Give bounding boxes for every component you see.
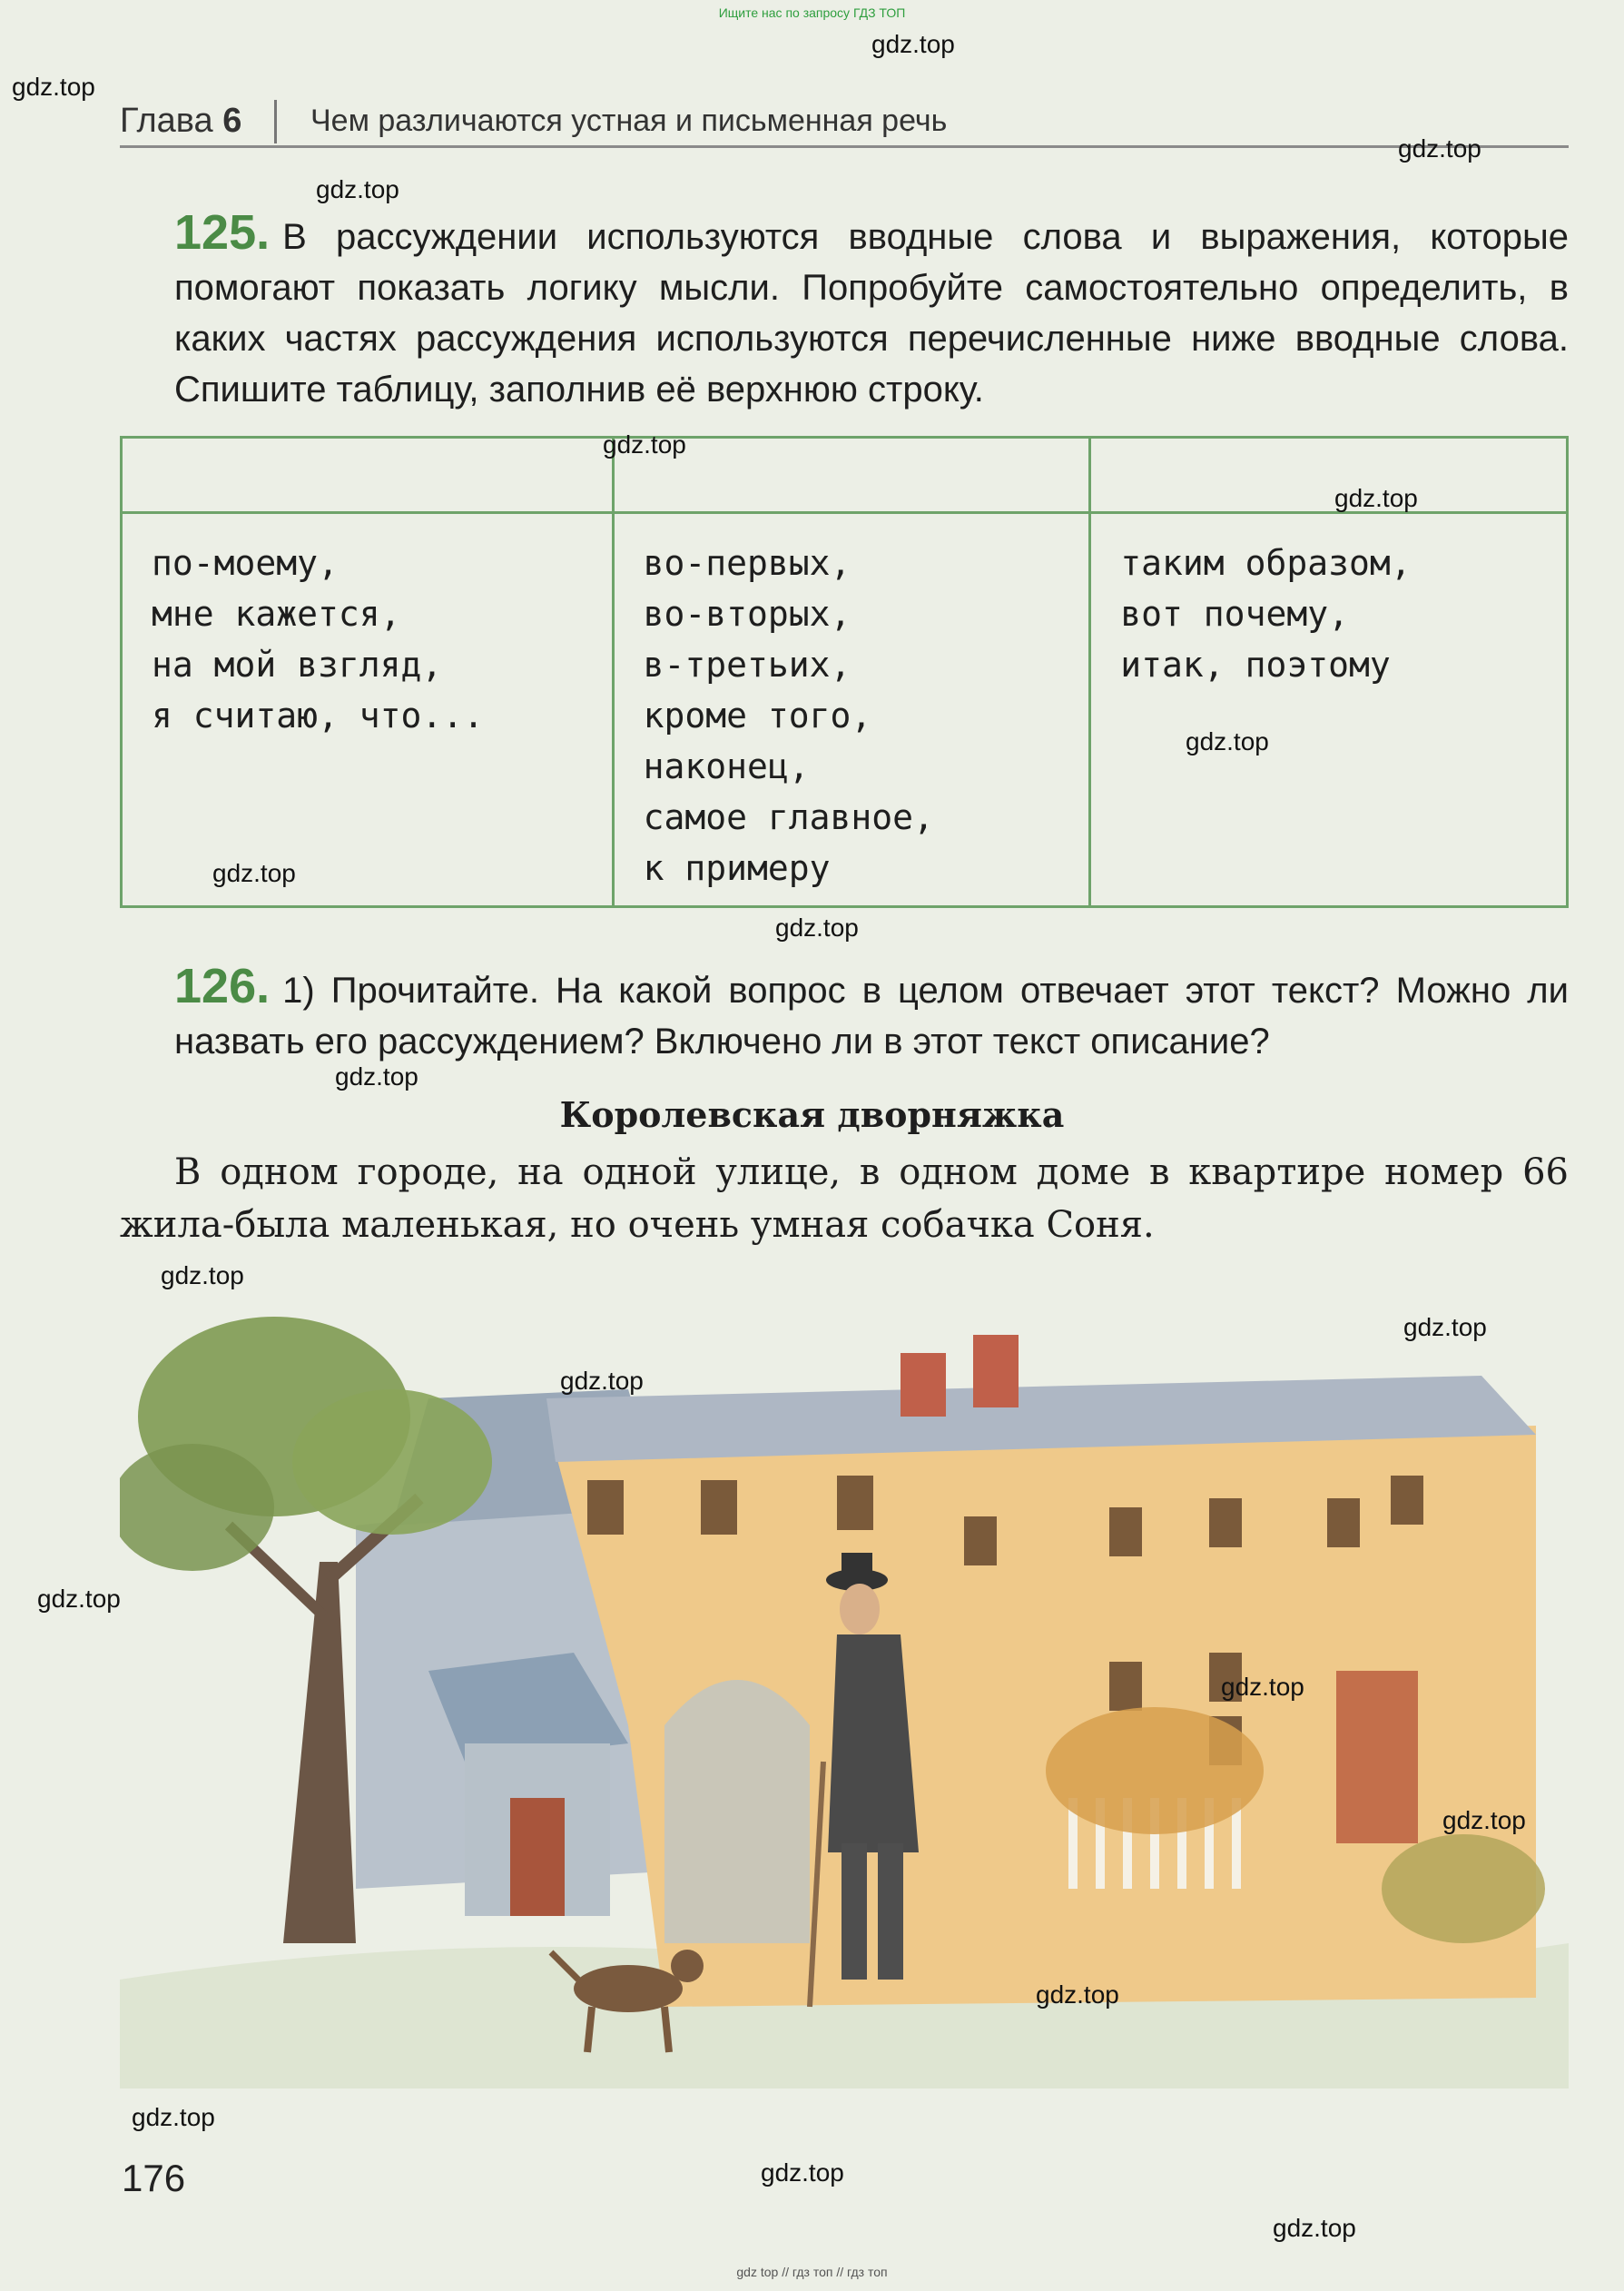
intro-word: я считаю, что... xyxy=(152,696,485,736)
chapter-title: Чем различаются устная и письменная речь xyxy=(310,104,948,138)
intro-word: к примеру xyxy=(643,848,831,888)
story-paragraph: В одном городе, на одной улице, в одном доме в квартире номер 66 жила-была маленькая, но очень умная собачка Соня. xyxy=(120,1151,1569,1246)
exercise-text: 1) Прочитайте. На какой вопрос в целом отвечает этот текст? Можно ли назвать его рассуждением? Включено ли в этот текст описание? xyxy=(174,971,1569,1062)
watermark: gdz.top xyxy=(132,2103,215,2131)
intro-word: самое главное, xyxy=(643,797,934,837)
intro-word: по-моему, xyxy=(152,543,339,583)
top-note: Ищите нас по запросу ГДЗ ТОП xyxy=(718,5,906,20)
watermark: gdz.top xyxy=(603,430,686,459)
intro-word: в-третьих, xyxy=(643,645,851,685)
watermark: gdz.top xyxy=(37,1585,121,1613)
table-cell-opinion xyxy=(122,513,614,907)
table-header-cell xyxy=(1090,438,1568,513)
watermark: gdz.top xyxy=(775,913,859,942)
watermark: gdz.top xyxy=(1186,727,1269,755)
chapter-number: 6 xyxy=(222,102,242,140)
intro-word: во-вторых, xyxy=(643,594,851,634)
watermark: gdz.top xyxy=(1273,2214,1356,2242)
story-text xyxy=(120,1146,1569,1251)
chapter-label: Глава 6 xyxy=(120,102,242,140)
watermark: gdz.top xyxy=(761,2158,844,2187)
table-header-cell xyxy=(122,438,614,513)
watermark: gdz.top xyxy=(1334,484,1418,512)
table-body-row xyxy=(122,513,1568,907)
watermark: gdz.top xyxy=(560,1367,644,1395)
intro-word: на мой взгляд, xyxy=(152,645,443,685)
watermark: gdz.top xyxy=(1221,1673,1304,1701)
bottom-note: gdz top // гдз топ // гдз топ xyxy=(736,2265,888,2279)
table-cell-conclusion xyxy=(1090,513,1568,907)
watermark: gdz.top xyxy=(12,73,95,101)
courtyard-illustration xyxy=(120,1289,1569,2089)
intro-word: во-первых, xyxy=(643,543,851,583)
watermark: gdz.top xyxy=(1036,1980,1119,2009)
watermark: gdz.top xyxy=(316,175,399,203)
watermark: gdz.top xyxy=(335,1062,418,1091)
watermark: gdz.top xyxy=(1403,1313,1487,1341)
page-number: 176 xyxy=(122,2157,186,2199)
watermark: gdz.top xyxy=(212,859,296,887)
intro-word: кроме того, xyxy=(643,696,872,736)
intro-word: итак, поэтому xyxy=(1120,645,1391,685)
header-divider xyxy=(274,100,277,143)
exercise-126 xyxy=(174,961,1569,1067)
watermark: gdz.top xyxy=(161,1261,244,1289)
intro-word: наконец, xyxy=(643,746,810,786)
story-title: Королевская дворняжка xyxy=(559,1094,1065,1135)
exercise-125 xyxy=(174,207,1569,415)
watermark: gdz.top xyxy=(1442,1806,1526,1834)
watermark: gdz.top xyxy=(871,30,955,58)
exercise-number: 126. xyxy=(174,959,271,1013)
intro-word: вот почему, xyxy=(1120,594,1349,634)
table-cell-order xyxy=(613,513,1090,907)
exercise-text: В рассуждении используются вводные слова и выражения, которые помогают показать логику мысли. Попробуйте самостоятельно определить, в каких частях рассуждения используются перечисленные ниже вводные слова. Спишите таблицу, заполнив её верхнюю строку. xyxy=(174,217,1569,410)
intro-word: мне кажется, xyxy=(152,594,401,634)
intro-word: таким образом, xyxy=(1120,543,1412,583)
watermark: gdz.top xyxy=(1398,134,1481,163)
exercise-number: 125. xyxy=(174,205,271,260)
chapter-header xyxy=(120,98,1569,148)
